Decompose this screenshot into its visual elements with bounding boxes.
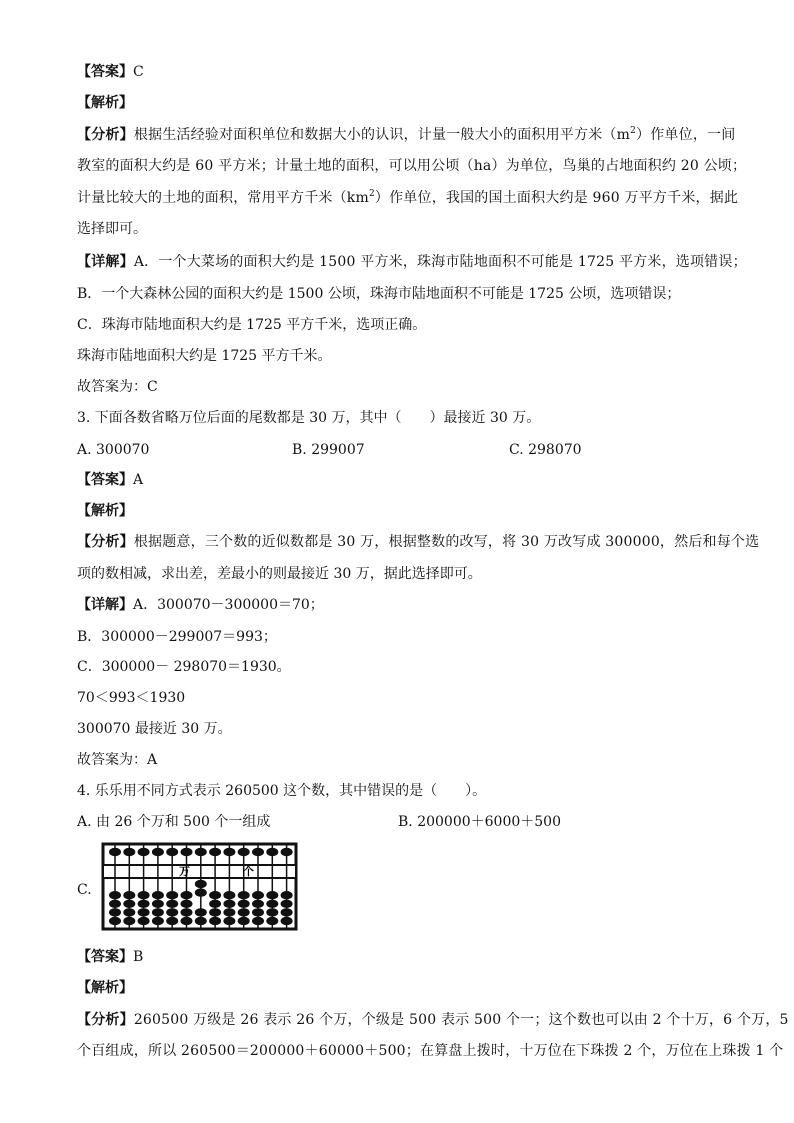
abacus-lower-bead: [166, 917, 178, 925]
abacus-lower-bead: [152, 908, 164, 916]
answer-tag: 【答案】: [77, 472, 133, 488]
abacus-lower-bead: [195, 917, 207, 925]
conclusion-text: 300070 最接近 30 万。: [77, 721, 232, 737]
detail-text: C．300000－ 298070＝1930。: [77, 659, 291, 675]
q3-compare: [77, 688, 717, 708]
q2-analysis-line-1: [77, 125, 736, 145]
q3-conclude: [77, 719, 717, 739]
q4-answer: [77, 947, 717, 967]
analysis-tag: 【分析】: [77, 534, 134, 550]
jiexi-tag: 【解析】: [77, 95, 133, 111]
q2-analysis-line-4: [77, 219, 717, 239]
abacus-lower-bead: [252, 900, 264, 908]
abacus-lower-bead: [209, 891, 221, 899]
abacus-lower-bead: [109, 908, 121, 916]
q3-option-a: A. 300070: [77, 442, 150, 458]
abacus-lower-bead: [223, 900, 235, 908]
abacus-beam: [103, 865, 296, 878]
superscript-2: 2: [630, 126, 637, 136]
analysis-text: ）作单位，一间: [636, 127, 736, 143]
question-stem: 4. 乐乐用不同方式表示 260500 这个数，其中错误的是（ ）。: [77, 783, 487, 799]
abacus-lower-bead: [166, 891, 178, 899]
q3-jiexi: [77, 501, 717, 521]
abacus-lower-bead: [138, 917, 150, 925]
q2-detail-c: [77, 315, 717, 335]
q3-detail-a: [77, 595, 717, 615]
abacus-upper-bead: [138, 848, 150, 856]
q2-jiexi: [77, 93, 717, 113]
q2-analysis-line-3: [77, 188, 739, 208]
abacus-lower-bead: [252, 917, 264, 925]
final-answer: 故答案为：C: [77, 379, 158, 395]
detail-tag: 【详解】: [77, 597, 133, 613]
abacus-lower-bead: [223, 917, 235, 925]
detail-text: B．一个大森林公园的面积大约是 1500 公顷，珠海市陆地面积不可能是 1725 公顷，选项错误；: [77, 286, 681, 302]
abacus-lower-bead: [281, 891, 293, 899]
abacus-lower-bead: [281, 908, 293, 916]
q3-answer: [77, 470, 717, 490]
abacus-upper-bead: [166, 848, 178, 856]
q4-stem: [77, 781, 717, 801]
abacus-lower-bead: [138, 891, 150, 899]
analysis-text: ）作单位，我国的国土面积大约是 960 万平方千米，据此: [374, 190, 739, 206]
abacus-lower-bead: [209, 917, 221, 925]
abacus-lower-bead: [123, 917, 135, 925]
detail-text: B．300000－299007＝993；: [77, 629, 277, 645]
abacus-upper-bead: [209, 848, 221, 856]
analysis-text: 项的数相减，求出差，差最小的则最接近 30 万，据此选择即可。: [77, 566, 482, 582]
abacus-lower-bead: [109, 891, 121, 899]
abacus-lower-bead: [281, 900, 293, 908]
abacus-upper-bead: [281, 848, 293, 856]
abacus-lower-bead: [195, 888, 207, 896]
abacus-upper-bead: [195, 848, 207, 856]
abacus-upper-bead: [109, 848, 121, 856]
abacus-lower-bead: [252, 891, 264, 899]
detail-tag: 【详解】: [77, 254, 134, 270]
q3-analysis-line-1: [77, 532, 760, 552]
abacus-upper-bead: [123, 848, 135, 856]
q3-detail-c: [77, 657, 717, 677]
analysis-text: 个百组成，所以 260500＝200000＋60000＋500；在算盘上拨时，十万位在下珠拨 2 个，万位在上珠拨 1 个: [77, 1043, 784, 1059]
analysis-text: 教室的面积大约是 60 平方米；计量土地的面积，可以用公顷（ha）为单位，鸟巢的占地面积约 20 公顷；: [77, 158, 747, 174]
abacus-lower-bead: [166, 900, 178, 908]
analysis-text: 根据生活经验对面积单位和数据大小的认识，计量一般大小的面积用平方米（m: [133, 127, 631, 143]
q3-detail-b: [77, 627, 717, 647]
answer-tag: 【答案】: [77, 949, 133, 965]
q4-option-b: B. 200000＋6000＋500: [398, 814, 561, 830]
abacus-label-ge: 个: [243, 865, 254, 878]
question-stem: 3. 下面各数省略万位后面的尾数都是 30 万，其中（ ）最接近 30 万。: [77, 410, 541, 426]
q4-jiexi: [77, 978, 717, 998]
abacus-lower-bead: [252, 908, 264, 916]
abacus-lower-bead: [266, 900, 278, 908]
abacus-lower-bead: [109, 917, 121, 925]
q4-analysis-line-2: [77, 1041, 784, 1061]
q4-option-a: A. 由 26 个万和 500 个一组成: [77, 814, 271, 830]
analysis-text: 选择即可。: [77, 221, 147, 237]
superscript-2: 2: [368, 189, 375, 199]
abacus-lower-bead: [152, 891, 164, 899]
abacus-lower-bead: [181, 891, 193, 899]
abacus-upper-bead: [238, 848, 250, 856]
analysis-tag: 【分析】: [77, 1012, 134, 1028]
abacus-upper-bead: [152, 848, 164, 856]
abacus-lower-bead: [238, 917, 250, 925]
abacus-upper-bead: [181, 848, 193, 856]
abacus-lower-bead: [281, 917, 293, 925]
abacus-lower-bead: [181, 908, 193, 916]
final-answer: 故答案为：A: [77, 752, 158, 768]
detail-text: A．300070－300000＝70；: [133, 597, 324, 613]
compare-text: 70＜993＜1930: [77, 690, 186, 706]
abacus-lower-bead: [181, 900, 193, 908]
abacus-lower-bead: [209, 908, 221, 916]
abacus-lower-bead: [138, 900, 150, 908]
abacus-lower-bead: [152, 900, 164, 908]
abacus-lower-bead: [123, 900, 135, 908]
abacus-lower-bead: [223, 908, 235, 916]
q4-analysis-line-1: [77, 1010, 789, 1030]
q3-option-c: C. 298070: [509, 442, 582, 458]
abacus-lower-bead: [266, 908, 278, 916]
abacus-lower-bead: [238, 908, 250, 916]
abacus-lower-bead: [266, 891, 278, 899]
abacus-upper-bead: [223, 848, 235, 856]
abacus-lower-bead: [138, 908, 150, 916]
jiexi-tag: 【解析】: [77, 503, 133, 519]
abacus-lower-bead: [195, 908, 207, 916]
abacus-lower-bead: [109, 900, 121, 908]
abacus-lower-bead: [238, 900, 250, 908]
analysis-text: 根据题意，三个数的近似数都是 30 万，根据整数的改写，将 30 万改写成 300000，然后和每个选: [133, 534, 760, 550]
detail-text: C．珠海市陆地面积大约是 1725 平方千米，选项正确。: [77, 317, 427, 333]
answer-value: A: [133, 472, 144, 488]
answer-tag: 【答案】: [77, 64, 133, 80]
q4-option-c: [77, 842, 317, 932]
q3-stem: [77, 408, 717, 428]
abacus-lower-bead: [209, 900, 221, 908]
option-c-label: C.: [77, 882, 92, 898]
abacus-lower-bead: [123, 908, 135, 916]
abacus-upper-bead: [266, 848, 278, 856]
q3-option-b: B. 299007: [292, 442, 365, 458]
abacus-lower-bead: [123, 891, 135, 899]
analysis-text: 计量比较大的土地的面积，常用平方千米（km: [77, 190, 369, 206]
abacus-lower-bead: [181, 917, 193, 925]
jiexi-tag: 【解析】: [77, 980, 133, 996]
answer-value: B: [133, 949, 144, 965]
abacus-lower-bead: [266, 917, 278, 925]
q2-answer: [77, 62, 717, 82]
abacus-lower-bead: [238, 891, 250, 899]
abacus-upper-bead: [252, 848, 264, 856]
abacus-label-wan: 万: [179, 865, 190, 878]
abacus-lower-bead: [166, 908, 178, 916]
analysis-text: 260500 万级是 26 表示 26 个万，个级是 500 表示 500 个一；这个数也可以由 2 个十万，6 个万，5: [133, 1012, 789, 1028]
q2-detail-a: [77, 252, 747, 272]
detail-text: 珠海市陆地面积大约是 1725 平方千米。: [77, 348, 332, 364]
q2-analysis-line-2: [77, 156, 747, 176]
abacus-figure: [101, 842, 301, 932]
q2-detail-d: [77, 346, 717, 366]
detail-text: A．一个大菜场的面积大约是 1500 平方米，珠海市陆地面积不可能是 1725 平方米，选项错误；: [133, 254, 747, 270]
abacus-lower-bead: [195, 880, 207, 888]
analysis-tag: 【分析】: [77, 127, 134, 143]
q2-final: [77, 377, 717, 397]
q2-detail-b: [77, 284, 717, 304]
q3-final: [77, 750, 717, 770]
abacus-lower-bead: [152, 917, 164, 925]
q3-analysis-line-2: [77, 564, 717, 584]
abacus-lower-bead: [223, 891, 235, 899]
answer-value: C: [133, 64, 144, 80]
